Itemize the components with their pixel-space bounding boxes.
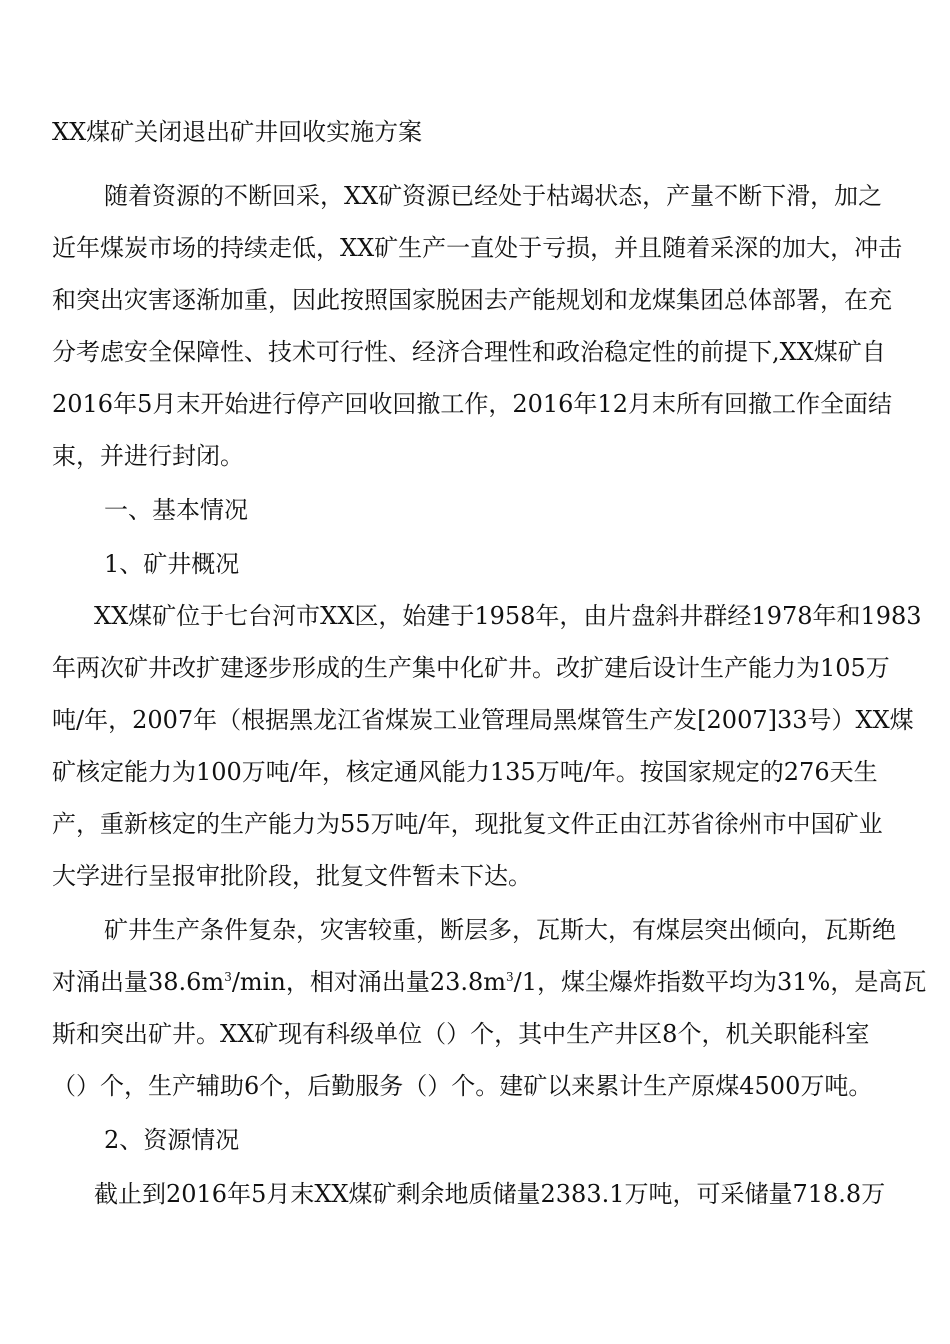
intro-line-6: 束，并进行封闭。	[52, 442, 244, 470]
intro-line-1: 随着资源的不断回采，XX矿资源已经处于枯竭状态，产量不断下滑，加之	[104, 182, 883, 210]
conditions-line-2	[52, 966, 926, 998]
superscript-cubed-2: 3	[506, 970, 514, 984]
subsection-heading-mine-overview: 1、矿井概况	[104, 550, 240, 578]
overview-line-4: 矿核定能力为100万吨/年，核定通风能力135万吨/年。按国家规定的276天生	[52, 758, 878, 786]
document-title: XX煤矿关闭退出矿井回收实施方案	[52, 118, 423, 146]
overview-line-5: 产，重新核定的生产能力为55万吨/年，现批复文件正由江苏省徐州市中国矿业	[52, 810, 883, 838]
conditions-line-4: （）个，生产辅助6个，后勤服务（）个。建矿以来累计生产原煤4500万吨。	[52, 1072, 873, 1100]
conditions-line-3: 斯和突出矿井。XX矿现有科级单位（）个，其中生产井区8个，机关职能科室	[52, 1020, 870, 1048]
intro-line-4: 分考虑安全保障性、技术可行性、经济合理性和政治稳定性的前提下,XX煤矿自	[52, 338, 886, 366]
intro-line-3: 和突出灾害逐渐加重，因此按照国家脱困去产能规划和龙煤集团总体部署，在充	[52, 286, 892, 314]
conditions-line-1: 矿井生产条件复杂，灾害较重，断层多，瓦斯大，有煤层突出倾向，瓦斯绝	[104, 916, 896, 944]
section-heading-basic: 一、基本情况	[104, 496, 248, 524]
superscript-cubed-1: 3	[224, 970, 232, 984]
resources-line-1: 截止到2016年5月末XX煤矿剩余地质储量2383.1万吨，可采储量718.8万	[94, 1180, 886, 1208]
overview-line-6: 大学进行呈报审批阶段，批复文件暂未下达。	[52, 862, 532, 890]
conditions-line-2-part-a: 对涌出量38.6m	[52, 968, 225, 996]
overview-line-1: XX煤矿位于七台河市XX区，始建于1958年，由片盘斜井群经1978年和1983	[94, 602, 922, 630]
intro-line-2: 近年煤炭市场的持续走低，XX矿生产一直处于亏损，并且随着采深的加大，冲击	[52, 234, 903, 262]
overview-line-3: 吨/年，2007年（根据黑龙江省煤炭工业管理局黑煤管生产发[2007]33号）XX煤	[52, 706, 914, 734]
overview-line-2: 年两次矿井改扩建逐步形成的生产集中化矿井。改扩建后设计生产能力为105万	[52, 654, 890, 682]
conditions-line-2-part-c: /1，煤尘爆炸指数平均为31%，是高瓦	[513, 968, 927, 996]
conditions-line-2-part-b: /min，相对涌出量23.8m	[231, 968, 507, 996]
intro-line-5: 2016年5月末开始进行停产回收回撤工作，2016年12月末所有回撤工作全面结	[52, 390, 892, 418]
subsection-heading-resources: 2、资源情况	[104, 1126, 240, 1154]
